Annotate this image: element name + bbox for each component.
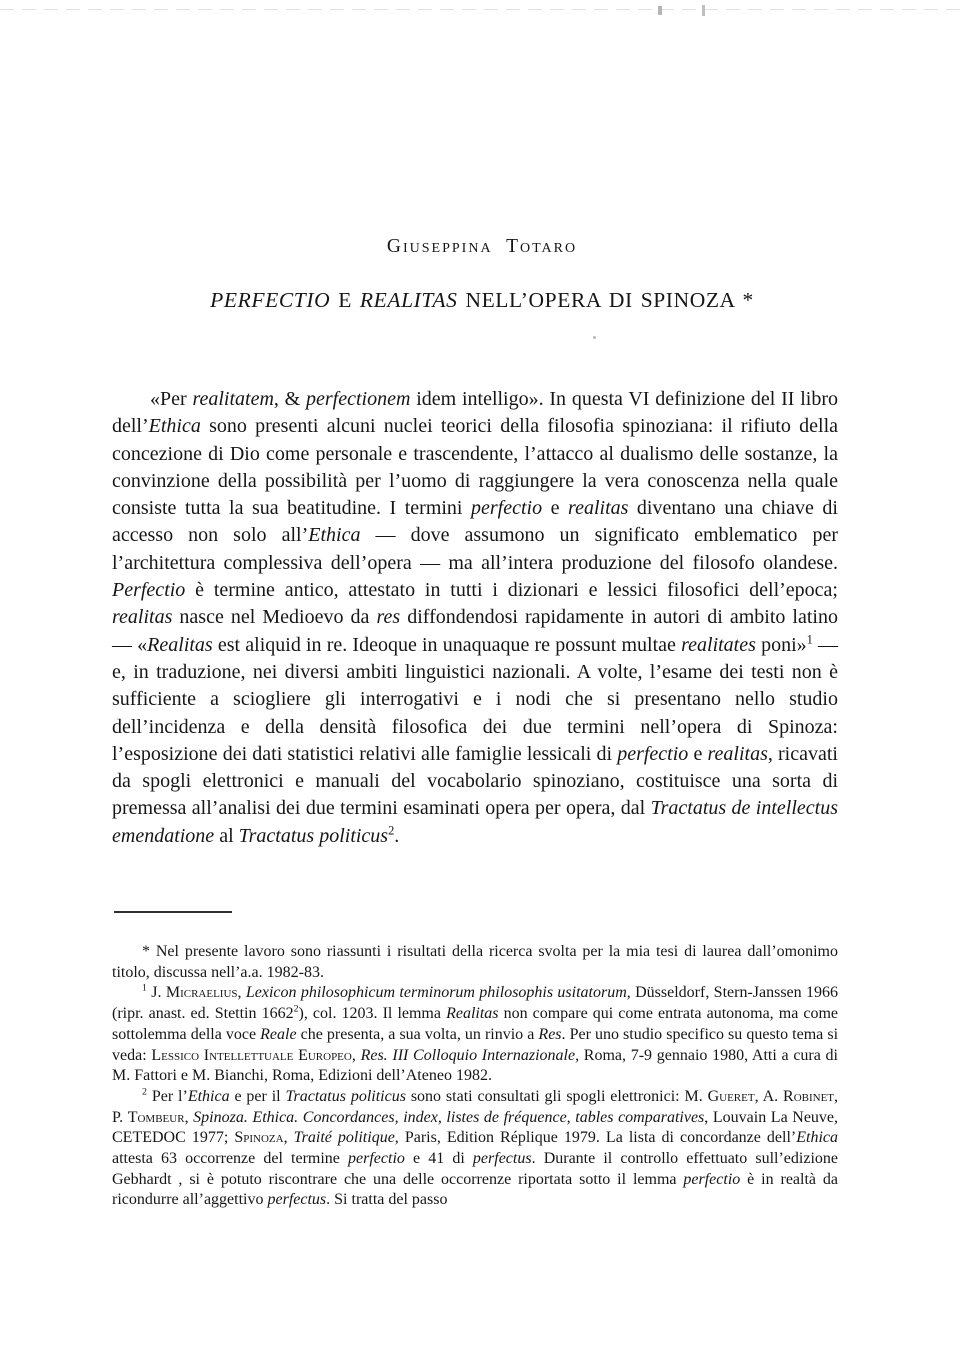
text-segment: Realitas — [147, 633, 213, 656]
text-segment: poni» — [755, 633, 807, 656]
footnotes-section — [112, 911, 838, 1211]
text-segment: perfectus — [267, 1191, 327, 1209]
text-segment: , A. — [754, 1087, 784, 1105]
text-segment: diventano una chiave di accesso non solo all’ — [112, 497, 838, 547]
text-segment: Res — [538, 1025, 562, 1043]
text-segment: Traité politique — [293, 1129, 395, 1147]
text-segment: , — [283, 1129, 294, 1147]
text-segment: Spinoza. Ethica. Concordances, index, listes de fréquence, tables comparatives — [193, 1108, 705, 1126]
text-segment: . Per uno studio specifico su questo tema si veda: — [112, 1025, 839, 1064]
text-segment: Robinet — [783, 1087, 835, 1105]
footnote-2 — [112, 1087, 838, 1211]
text-segment: e 41 di — [404, 1150, 473, 1168]
text-segment: Res. III Colloquio Internazionale — [360, 1046, 576, 1064]
scan-artifact-mark — [702, 5, 705, 16]
text-segment: Realitas — [446, 1005, 499, 1023]
scan-artifact-mark — [658, 6, 662, 15]
text-segment: . — [394, 824, 400, 847]
text-segment: . Durante il controllo effettuato sull’edizione Gebhardt , si è potuto riscontrare che una delle occorrenze riportata sotto il lemma — [112, 1150, 838, 1188]
text-segment: nasce nel Medioevo da — [172, 606, 377, 629]
text-segment: perfectio — [348, 1150, 405, 1168]
text-segment: Tractatus politicus — [238, 824, 389, 847]
text-segment: , — [351, 1046, 361, 1064]
text-segment: Ethica — [148, 415, 201, 438]
text-segment: perfectio — [683, 1170, 741, 1188]
text-segment: realitas — [112, 606, 173, 629]
text-segment: Ethica — [187, 1087, 230, 1105]
text-segment: Ethica — [308, 524, 361, 547]
author-name: Giuseppina Totaro — [386, 236, 578, 257]
text-segment: ), col. 1203. Il lemma — [298, 1005, 447, 1023]
text-segment: realitas — [568, 497, 629, 520]
text-segment: , — [237, 984, 246, 1002]
text-segment: — dove assumono un significato emblematico per l’architettura complessiva dell’opera — ma all’intera produzione del filosofo olandese. — [112, 524, 838, 574]
text-segment: perfectionem — [306, 388, 411, 410]
article-body — [112, 386, 838, 850]
text-segment: Tractatus politicus — [285, 1087, 406, 1105]
text-segment: 1 — [142, 983, 147, 995]
text-segment: 2 — [388, 823, 395, 838]
text-segment: Per l’ — [146, 1087, 188, 1105]
text-segment: Gueret — [707, 1087, 755, 1105]
text-segment: perfectio — [617, 742, 689, 765]
text-segment: J. — [146, 984, 166, 1002]
text-segment: «Per — [150, 388, 193, 410]
text-segment: Tractatus de intellectus emendatione — [112, 797, 838, 847]
text-segment: Ethica — [796, 1129, 839, 1147]
text-segment: diffondendosi rapidamente in autori di ambito latino — « — [112, 606, 838, 656]
text-segment: non compare qui come entrata autonoma, ma come sottolemma della voce — [112, 1005, 839, 1043]
text-segment: è in realtà da ricondurre all’aggettivo — [112, 1170, 839, 1209]
text-segment: , P. — [112, 1087, 839, 1126]
text-segment: che presenta, a sua volta, un rinvio a — [296, 1025, 539, 1043]
text-segment: , — [184, 1108, 194, 1126]
footnote-star — [112, 942, 838, 983]
text-segment: , ricavati da spogli elettronici e manuali del vocabolario spinoziano, costituisce una sorta di premessa all’analisi dei due termini esaminati opera per opera, dal — [112, 742, 838, 820]
page-title — [0, 288, 964, 313]
text-segment: E — [330, 288, 360, 312]
text-segment: è termine antico, attestato in tutti i dizionari e lessici filosofici dell’epoca; — [185, 579, 838, 602]
text-segment: 1 — [806, 632, 813, 647]
text-segment: 2 — [142, 1086, 147, 1098]
text-segment: — e, in traduzione, nei diversi ambiti linguistici nazionali. A volte, l’esame dei testi non è sufficiente a sciogliere gli interrogativi e i nodi che si presentano nello studio dell’incidenza e della densità filosofica dei due termini nell’opera di Spinoza: l’esposizione dei dati statistici relativi alle famiglie lessicali di — [112, 633, 839, 765]
scan-artifact-dot — [593, 336, 596, 339]
text-segment: Reale — [260, 1025, 297, 1043]
text-segment: e — [688, 742, 708, 765]
text-segment: perfectio — [471, 497, 543, 520]
text-segment: , Louvain La Neuve, CETEDOC 1977; — [112, 1108, 839, 1147]
text-segment: Spinoza — [234, 1129, 284, 1147]
text-segment: sono stati consultati gli spogli elettronici: M. — [405, 1087, 708, 1105]
text-segment: Micraelius — [165, 984, 238, 1002]
text-segment: 2 — [293, 1003, 299, 1015]
text-segment: est aliquid in re. Ideoque in unaquaque re possunt multae — [212, 633, 682, 656]
text-segment: perfectus — [472, 1150, 532, 1168]
text-segment: realitatem — [192, 388, 274, 410]
text-segment: al — [214, 824, 239, 847]
text-segment: * Nel presente lavoro sono riassunti i risultati della ricerca svolta per la mia tesi di laurea dall’omonimo titolo, discussa nell’a.a. 1982-83. — [112, 943, 838, 981]
text-segment: Perfectio — [112, 579, 186, 602]
text-segment: Lessico Intellettuale Europeo — [151, 1046, 352, 1064]
text-segment: res — [376, 606, 401, 629]
text-segment: REALITAS — [359, 288, 458, 312]
text-segment: , & — [273, 388, 307, 410]
text-segment: . Si tratta del passo — [326, 1191, 448, 1209]
text-segment: Lexicon philosophicum terminorum philosophis usitatorum — [245, 984, 627, 1002]
text-segment: realitates — [681, 633, 756, 656]
text-segment: e — [542, 497, 569, 520]
text-segment: , Roma, 7-9 gennaio 1980, Atti a cura di M. Fattori e M. Bianchi, Roma, Edizioni dell’Ateneo 1982. — [112, 1046, 838, 1085]
text-segment: , Düsseldorf, Stern-Janssen 1966 (ripr. anast. ed. Stettin 1662 — [112, 984, 838, 1023]
text-segment: , Paris, Edition Réplique 1979. La lista di concordanze dell’ — [394, 1129, 797, 1147]
text-segment: attesta 63 occorrenze del termine — [112, 1150, 349, 1168]
body-paragraph — [112, 386, 838, 850]
text-segment: PERFECTIO — [210, 288, 331, 312]
text-segment: sono presenti alcuni nuclei teorici della filosofia spinoziana: il rifiuto della concezione di Dio come personale e trascendente, l’attacco al dualismo delle sostanze, la convinzione della possibilità per l’uomo di raggiungere la vera conoscenza nella quale consiste tutta la sua beatitudine. I termini — [112, 415, 838, 520]
text-segment: Tombeur — [127, 1108, 185, 1126]
text-segment: idem intelligo». In questa VI definizione del II libro dell’ — [112, 388, 838, 438]
text-segment: NELL’OPERA DI SPINOZA * — [457, 288, 754, 312]
text-segment: realitas — [707, 742, 768, 765]
footnote-1 — [112, 983, 838, 1087]
text-segment: e per il — [229, 1087, 286, 1105]
footnote-separator-rule — [114, 911, 232, 913]
scan-artifact-streak — [0, 9, 964, 10]
